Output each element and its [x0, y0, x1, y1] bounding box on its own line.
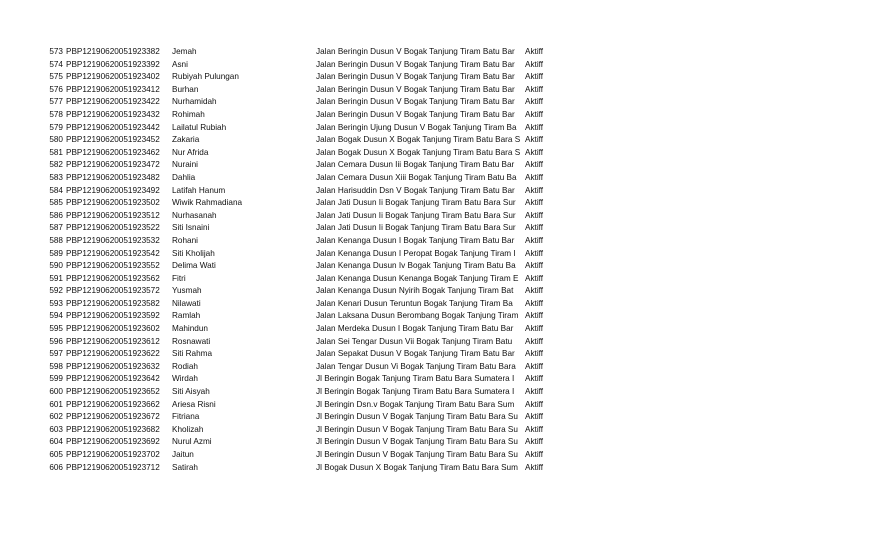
row-status: Aktiff	[525, 349, 544, 359]
row-number: 595	[49, 324, 63, 334]
row-id: PBP12190620051923602	[66, 324, 160, 334]
row-address: Jalan Jati Dusun Ii Bogak Tanjung Tiram Batu Bara Sur	[316, 198, 516, 208]
row-id: PBP12190620051923492	[66, 185, 160, 195]
row-status: Aktiff	[525, 172, 544, 182]
row-name: Ramlah	[172, 311, 201, 321]
row-address: Jalan Merdeka Dusun I Bogak Tanjung Tiram Batu Bar	[316, 324, 514, 334]
row-number: 606	[49, 462, 63, 472]
row-status: Aktiff	[525, 84, 544, 94]
row-address: Jalan Beringin Dusun V Bogak Tanjung Tiram Batu Bar	[316, 109, 515, 119]
row-name: Wiwik Rahmadiana	[172, 198, 243, 208]
row-id: PBP12190620051923462	[66, 147, 160, 157]
row-id: PBP12190620051923452	[66, 135, 160, 145]
row-number: 603	[49, 424, 63, 434]
row-id: PBP12190620051923592	[66, 311, 160, 321]
row-address: Jalan Jati Dusun Ii Bogak Tanjung Tiram Batu Bara Sur	[316, 223, 516, 233]
row-number: 593	[49, 298, 63, 308]
row-status: Aktiff	[525, 72, 544, 82]
row-number: 587	[49, 223, 63, 233]
table-row	[0, 109, 880, 122]
row-number: 596	[49, 336, 63, 346]
row-number: 584	[49, 185, 63, 195]
row-id: PBP12190620051923502	[66, 198, 160, 208]
row-number: 573	[49, 47, 63, 56]
row-address: Jalan Beringin Ujung Dusun V Bogak Tanjung Tiram Ba	[316, 122, 517, 132]
row-address: Jalan Cemara Dusun Xiii Bogak Tanjung Tiram Batu Ba	[316, 172, 517, 182]
table-row	[0, 134, 880, 147]
row-id: PBP12190620051923702	[66, 450, 160, 459]
table-row	[0, 361, 880, 374]
table-row	[0, 273, 880, 286]
row-address: Jalan Beringin Dusun V Bogak Tanjung Tiram Batu Bar	[316, 47, 515, 56]
row-address: Jalan Beringin Dusun V Bogak Tanjung Tiram Batu Bar	[316, 59, 515, 69]
row-number: 588	[49, 235, 63, 245]
row-name: Fitri	[172, 273, 186, 283]
row-number: 581	[49, 147, 63, 157]
table-row	[0, 449, 880, 462]
row-address: Jl Beringin Bogak Tanjung Tiram Batu Bara Sumatera I	[316, 387, 515, 397]
row-number: 577	[49, 97, 63, 107]
row-id: PBP12190620051923572	[66, 286, 160, 296]
row-id: PBP12190620051923652	[66, 387, 160, 397]
row-id: PBP12190620051923672	[66, 412, 160, 422]
row-number: 597	[49, 349, 63, 359]
row-status: Aktiff	[525, 311, 544, 321]
row-id: PBP12190620051923522	[66, 223, 160, 233]
row-name: Burhan	[172, 84, 199, 94]
row-id: PBP12190620051923552	[66, 261, 160, 271]
row-name: Yusmah	[172, 286, 202, 296]
row-address: Jalan Beringin Dusun V Bogak Tanjung Tiram Batu Bar	[316, 97, 515, 107]
row-number: 591	[49, 273, 63, 283]
row-id: PBP12190620051923612	[66, 336, 160, 346]
row-number: 580	[49, 135, 63, 145]
row-number: 583	[49, 172, 63, 182]
row-number: 578	[49, 109, 63, 119]
row-id: PBP12190620051923662	[66, 399, 160, 409]
row-address: Jalan Beringin Dusun V Bogak Tanjung Tiram Batu Bar	[316, 72, 515, 82]
row-status: Aktiff	[525, 235, 544, 245]
table-row	[0, 147, 880, 160]
row-status: Aktiff	[525, 374, 544, 384]
row-name: Nuraini	[172, 160, 198, 170]
row-address: Jalan Laksana Dusun Berombang Bogak Tanjung Tiram	[316, 311, 519, 321]
row-id: PBP12190620051923532	[66, 235, 160, 245]
row-number: 602	[49, 412, 63, 422]
row-name: Mahindun	[172, 324, 208, 334]
row-number: 598	[49, 361, 63, 371]
row-number: 600	[49, 387, 63, 397]
table-row	[0, 210, 880, 223]
row-name: Lailatul Rubiah	[172, 122, 227, 132]
row-status: Aktiff	[525, 198, 544, 208]
row-number: 604	[49, 437, 63, 447]
row-address: Jalan Bogak Dusun X Bogak Tanjung Tiram Batu Bara S	[316, 147, 521, 157]
row-name: Kholizah	[172, 424, 204, 434]
table-row	[0, 310, 880, 323]
table-row	[0, 96, 880, 109]
table-row	[0, 260, 880, 273]
row-status: Aktiff	[525, 437, 544, 447]
row-id: PBP12190620051923392	[66, 59, 160, 69]
row-number: 605	[49, 450, 63, 459]
table-row	[0, 373, 880, 386]
row-address: Jalan Kenanga Dusun I Bogak Tanjung Tiram Batu Bar	[316, 235, 515, 245]
row-status: Aktiff	[525, 412, 544, 422]
row-name: Rodiah	[172, 361, 198, 371]
row-status: Aktiff	[525, 210, 544, 220]
row-status: Aktiff	[525, 361, 544, 371]
row-address: Jalan Kenanga Dusun Kenanga Bogak Tanjung Tiram E	[316, 273, 519, 283]
row-status: Aktiff	[525, 109, 544, 119]
row-name: Nur Afrida	[172, 147, 209, 157]
row-status: Aktiff	[525, 399, 544, 409]
row-number: 590	[49, 261, 63, 271]
row-status: Aktiff	[525, 147, 544, 157]
row-number: 575	[49, 72, 63, 82]
row-status: Aktiff	[525, 424, 544, 434]
row-id: PBP12190620051923632	[66, 361, 160, 371]
row-id: PBP12190620051923712	[66, 462, 160, 472]
row-id: PBP12190620051923512	[66, 210, 160, 220]
row-number: 592	[49, 286, 63, 296]
row-status: Aktiff	[525, 324, 544, 334]
row-address: Jalan Kenanga Dusun Iv Bogak Tanjung Tiram Batu Ba	[316, 261, 516, 271]
row-name: Nilawati	[172, 298, 201, 308]
table-row	[0, 222, 880, 235]
table-row	[0, 71, 880, 84]
row-address: Jalan Kenanga Dusun Nyirih Bogak Tanjung Tiram Bat	[316, 286, 514, 296]
row-address: Jalan Sei Tengar Dusun Vii Bogak Tanjung Tiram Batu	[316, 336, 513, 346]
table-row	[0, 285, 880, 298]
table-row	[0, 235, 880, 248]
row-id: PBP12190620051923542	[66, 248, 160, 258]
row-id: PBP12190620051923622	[66, 349, 160, 359]
table-row	[0, 323, 880, 336]
row-address: Jalan Kenanga Dusun I Peropat Bogak Tanjung Tiram I	[316, 248, 516, 258]
table-row	[0, 399, 880, 412]
table-row	[0, 462, 880, 475]
row-status: Aktiff	[525, 298, 544, 308]
row-id: PBP12190620051923432	[66, 109, 160, 119]
row-id: PBP12190620051923472	[66, 160, 160, 170]
row-name: Wirdah	[172, 374, 198, 384]
row-id: PBP12190620051923412	[66, 84, 160, 94]
row-name: Nurul Azmi	[172, 437, 212, 447]
row-name: Siti Isnaini	[172, 223, 210, 233]
row-address: Jalan Kenari Dusun Teruntun Bogak Tanjung Tiram Ba	[316, 298, 513, 308]
table-row	[0, 122, 880, 135]
row-name: Delima Wati	[172, 261, 216, 271]
row-number: 599	[49, 374, 63, 384]
row-number: 586	[49, 210, 63, 220]
row-id: PBP12190620051923442	[66, 122, 160, 132]
table-row	[0, 436, 880, 449]
row-status: Aktiff	[525, 97, 544, 107]
row-number: 585	[49, 198, 63, 208]
row-id: PBP12190620051923692	[66, 437, 160, 447]
row-number: 576	[49, 84, 63, 94]
table-row	[0, 386, 880, 399]
row-address: Jl Beringin Bogak Tanjung Tiram Batu Bara Sumatera I	[316, 374, 515, 384]
row-name: Zakaria	[172, 135, 200, 145]
row-status: Aktiff	[525, 160, 544, 170]
row-status: Aktiff	[525, 261, 544, 271]
row-name: Dahlia	[172, 172, 196, 182]
row-status: Aktiff	[525, 135, 544, 145]
row-address: Jalan Bogak Dusun X Bogak Tanjung Tiram Batu Bara S	[316, 135, 521, 145]
table-row	[0, 59, 880, 72]
row-id: PBP12190620051923642	[66, 374, 160, 384]
row-name: Siti Rahma	[172, 349, 213, 359]
row-id: PBP12190620051923402	[66, 72, 160, 82]
row-name: Nurhasanah	[172, 210, 217, 220]
row-name: Jemah	[172, 47, 197, 56]
row-id: PBP12190620051923422	[66, 97, 160, 107]
row-status: Aktiff	[525, 59, 544, 69]
row-status: Aktiff	[525, 248, 544, 258]
row-address: Jalan Tengar Dusun Vi Bogak Tanjung Tiram Batu Bara	[316, 361, 516, 371]
row-address: Jl Beringin Dusun V Bogak Tanjung Tiram Batu Bara Su	[316, 437, 518, 447]
row-status: Aktiff	[525, 462, 544, 472]
row-id: PBP12190620051923582	[66, 298, 160, 308]
row-name: Rohimah	[172, 109, 205, 119]
row-name: Satirah	[172, 462, 198, 472]
row-name: Nurhamidah	[172, 97, 217, 107]
row-name: Latifah Hanum	[172, 185, 226, 195]
row-number: 601	[49, 399, 63, 409]
table-row	[0, 411, 880, 424]
row-name: Jaitun	[172, 450, 194, 459]
row-number: 582	[49, 160, 63, 170]
row-name: Siti Kholijah	[172, 248, 215, 258]
table-row	[0, 298, 880, 311]
table-row	[0, 185, 880, 198]
row-status: Aktiff	[525, 122, 544, 132]
table-row	[0, 197, 880, 210]
row-address: Jl Beringin Dusun V Bogak Tanjung Tiram Batu Bara Su	[316, 412, 518, 422]
row-address: Jl Beringin Dusun V Bogak Tanjung Tiram Batu Bara Su	[316, 424, 518, 434]
row-address: Jalan Jati Dusun Ii Bogak Tanjung Tiram Batu Bara Sur	[316, 210, 516, 220]
row-name: Rubiyah Pulungan	[172, 72, 239, 82]
row-number: 589	[49, 248, 63, 258]
row-number: 579	[49, 122, 63, 132]
row-address: Jalan Harisuddin Dsn V Bogak Tanjung Tiram Batu Bar	[316, 185, 515, 195]
table-row	[0, 46, 880, 59]
table-row	[0, 172, 880, 185]
table-row	[0, 424, 880, 437]
row-name: Rosnawati	[172, 336, 211, 346]
row-address: Jalan Cemara Dusun Iii Bogak Tanjung Tiram Batu Bar	[316, 160, 515, 170]
row-address: Jl Bogak Dusun X Bogak Tanjung Tiram Batu Bara Sum	[316, 462, 518, 472]
row-address: Jalan Beringin Dusun V Bogak Tanjung Tiram Batu Bar	[316, 84, 515, 94]
row-address: Jalan Sepakat Dusun V Bogak Tanjung Tiram Batu Bar	[316, 349, 515, 359]
row-status: Aktiff	[525, 336, 544, 346]
row-name: Fitriana	[172, 412, 200, 422]
row-status: Aktiff	[525, 47, 544, 56]
data-table	[0, 46, 880, 474]
row-address: Jl Beringin Dusun V Bogak Tanjung Tiram Batu Bara Su	[316, 450, 518, 459]
row-id: PBP12190620051923482	[66, 172, 160, 182]
row-name: Siti Aisyah	[172, 387, 210, 397]
row-status: Aktiff	[525, 450, 544, 459]
table-row	[0, 348, 880, 361]
row-name: Rohani	[172, 235, 198, 245]
row-id: PBP12190620051923682	[66, 424, 160, 434]
row-name: Asni	[172, 59, 188, 69]
row-number: 594	[49, 311, 63, 321]
table-row	[0, 84, 880, 97]
table-row	[0, 159, 880, 172]
row-status: Aktiff	[525, 387, 544, 397]
row-address: Jl Beringin Dsn.v Bogak Tanjung Tiram Batu Bara Sum	[316, 399, 515, 409]
table-row	[0, 336, 880, 349]
row-id: PBP12190620051923382	[66, 47, 160, 56]
row-status: Aktiff	[525, 286, 544, 296]
row-number: 574	[49, 59, 63, 69]
table-row	[0, 248, 880, 261]
row-status: Aktiff	[525, 185, 544, 195]
row-status: Aktiff	[525, 223, 544, 233]
row-id: PBP12190620051923562	[66, 273, 160, 283]
row-name: Ariesa Risni	[172, 399, 216, 409]
row-status: Aktiff	[525, 273, 544, 283]
